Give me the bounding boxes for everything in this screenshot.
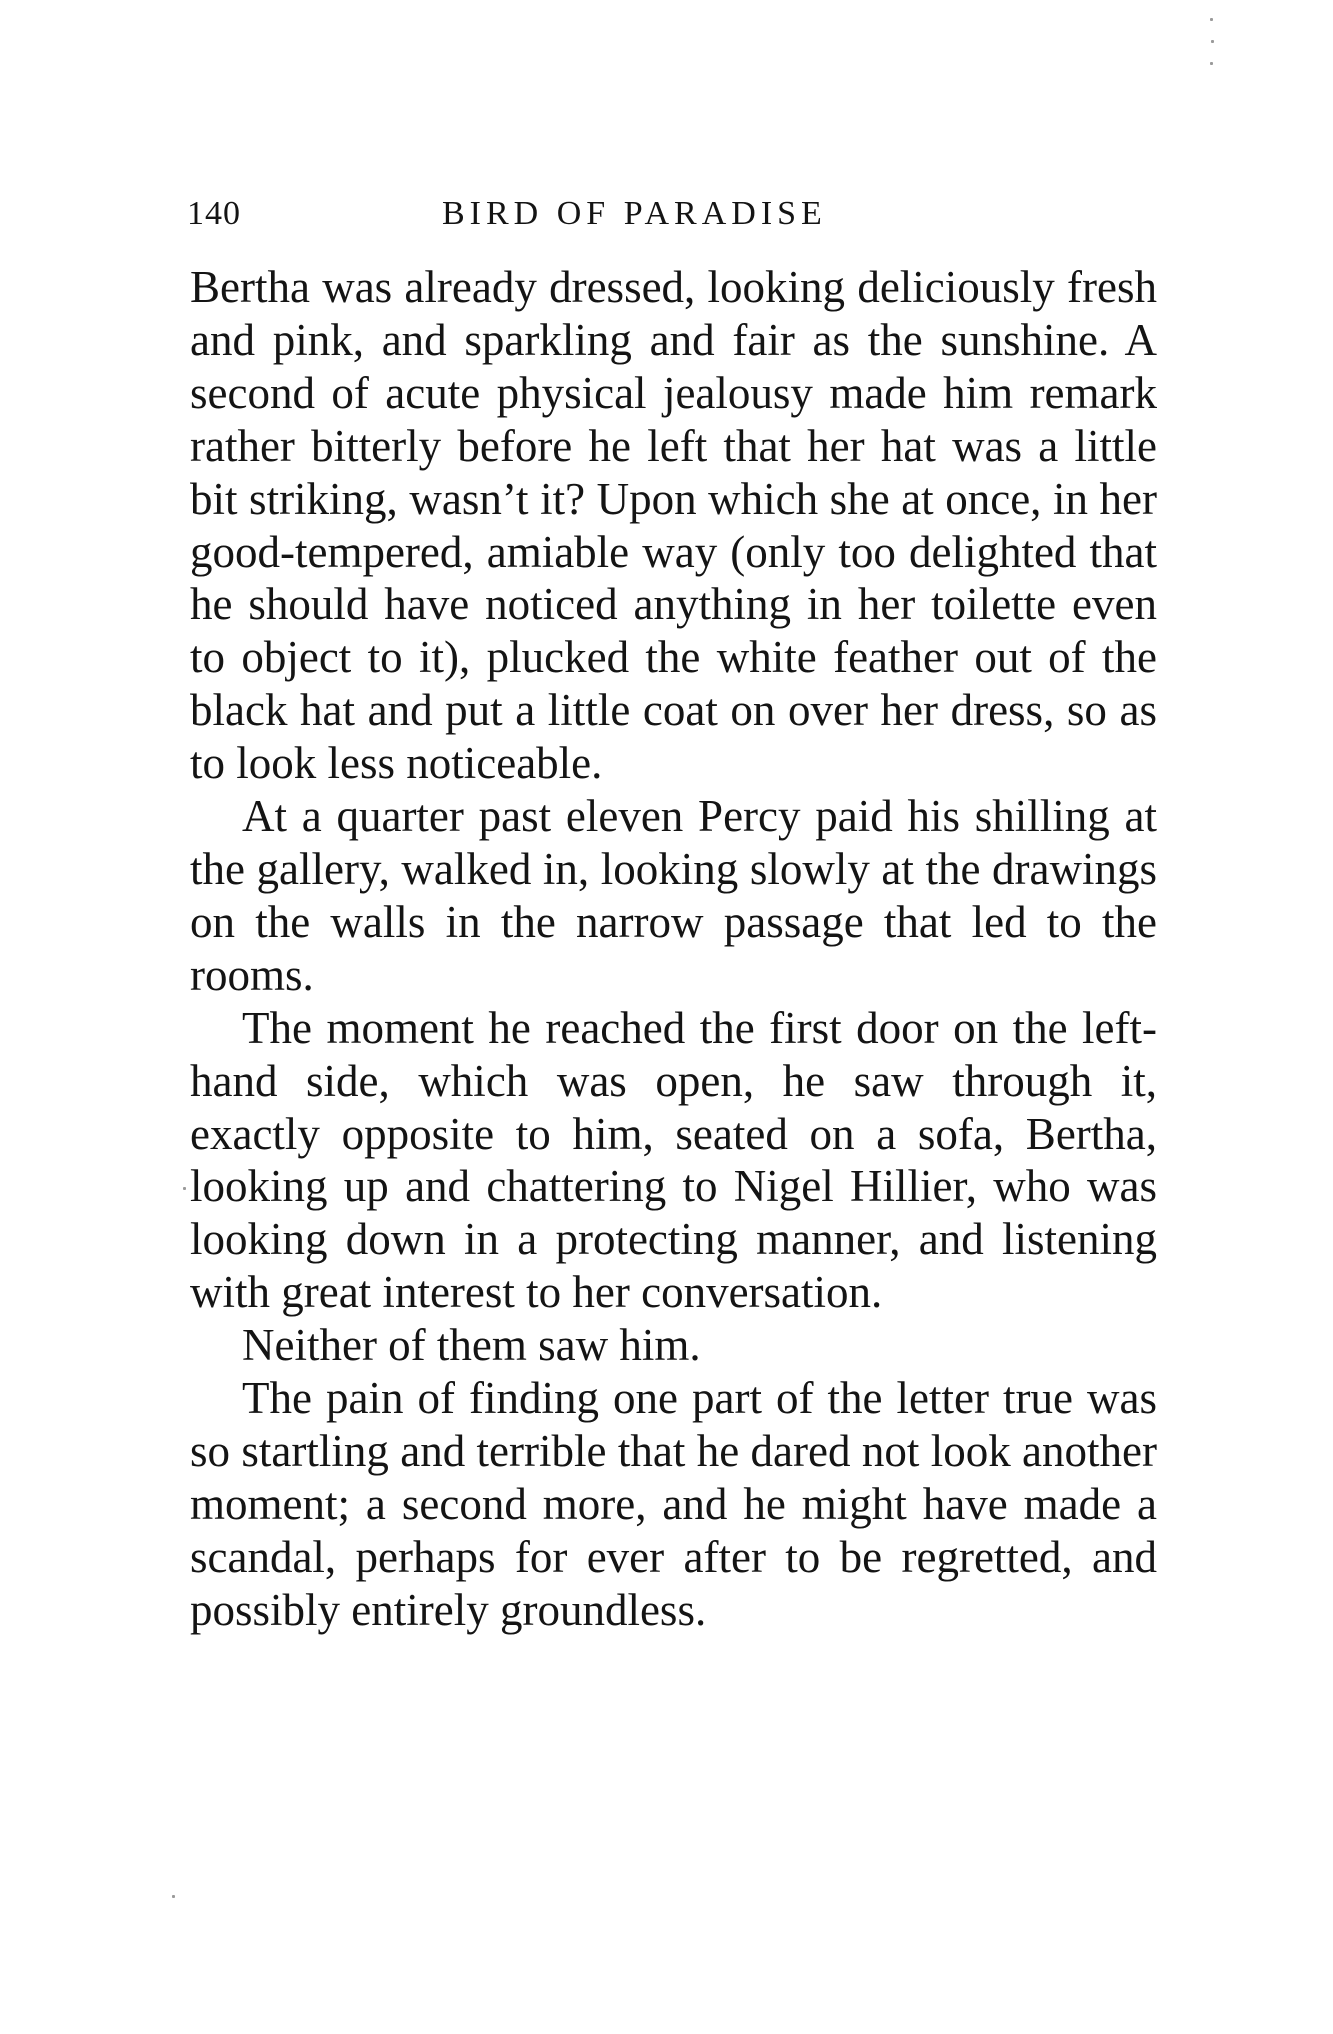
scan-speck: [172, 1895, 175, 1898]
page-header: [187, 186, 1163, 242]
paragraph-1: Bertha was already dressed, looking deliciously fresh and pink, and sparkling and fair as the sunshine. A second of acute physical jealousy made him remark rather bitterly before he left that her hat was a little bit striking, wasn’t it? Upon which she at once, in her good-tempered, amiable way (only too delighted that he should have noticed anything in her toilette even to object to it), plucked the white feather out of the black hat and put a little coat on over her dress, so as to look less noticeable.: [190, 262, 1157, 789]
paragraph-4: Neither of them saw him.: [242, 1320, 701, 1371]
paragraph-2: At a quarter past eleven Percy paid his shilling at the gallery, walked in, looking slowly at the drawings on the walls in the narrow passage that led to the rooms.: [190, 791, 1157, 1000]
paragraph-3: The moment he reached the first door on the left-hand side, which was open, he saw through it, exactly opposite to him, seated on a sofa, Bertha, looking up and chattering to Nigel Hillier, who was looking down in a protecting manner, and listening with great interest to her conversation.: [190, 1002, 1157, 1318]
paragraph-5: The pain of finding one part of the letter true was so startling and terrible that he dared not look another moment; a second more, and he might have made a scandal, perhaps for ever after to be regretted, and possibly entirely groundless.: [190, 1373, 1157, 1635]
scan-speck: [1210, 62, 1213, 65]
scan-speck: [1211, 40, 1214, 43]
running-title: BIRD OF PARADISE: [442, 195, 827, 232]
body-text: [190, 261, 1157, 1637]
scan-speck: [183, 1187, 186, 1190]
scan-speck: [1210, 18, 1213, 21]
page-number: 140: [187, 195, 241, 232]
